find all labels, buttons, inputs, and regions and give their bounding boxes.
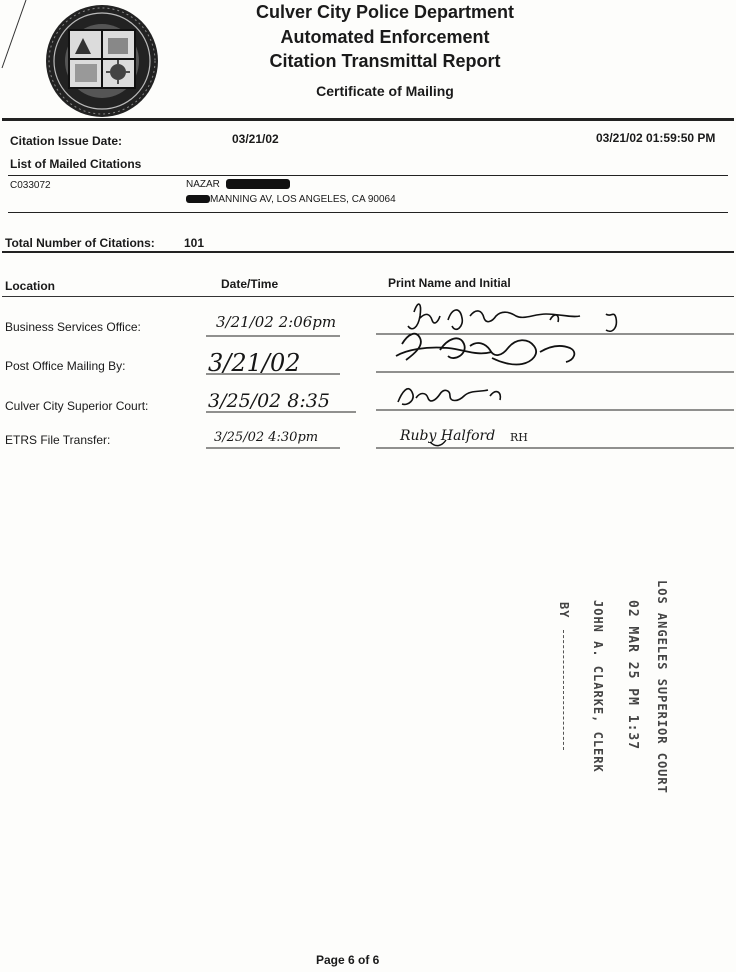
citation-address: MANNING AV, LOS ANGELES, CA 90064 xyxy=(210,194,396,205)
court-received-stamp xyxy=(545,580,685,794)
stamp-by-label: BY xyxy=(557,602,571,619)
scan-artifact-line xyxy=(0,0,30,70)
location-superior-court: Culver City Superior Court: xyxy=(5,399,149,413)
signature-post-office xyxy=(396,334,574,365)
redaction-bar-address xyxy=(186,195,210,203)
stamp-datetime: 02 MAR 25 PM 1:37 xyxy=(625,600,640,751)
column-datetime: Date/Time xyxy=(221,277,279,291)
signature-business-services xyxy=(408,304,616,331)
redaction-bar-name xyxy=(226,179,290,189)
handwritten-datetime-post-office: 3/21/02 xyxy=(208,349,301,377)
title-program: Automated Enforcement xyxy=(280,27,490,47)
signature-court xyxy=(398,389,500,405)
mailed-list-label: List of Mailed Citations xyxy=(10,157,142,171)
citation-number: C033072 xyxy=(10,180,51,191)
column-location: Location xyxy=(5,279,55,293)
city-seal-logo xyxy=(45,4,159,118)
handwritten-name-etrs: Ruby Halford xyxy=(400,428,496,444)
divider-columns xyxy=(2,296,734,297)
handwritten-datetime-business: 3/21/02 2:06pm xyxy=(216,313,337,331)
column-print-name: Print Name and Initial xyxy=(388,276,511,290)
issue-date-label: Citation Issue Date: xyxy=(10,134,123,148)
issue-date-value: 03/21/02 xyxy=(232,132,279,146)
handwritten-initials-etrs: RH xyxy=(510,431,528,444)
title-certificate: Certificate of Mailing xyxy=(316,83,454,99)
location-post-office: Post Office Mailing By: xyxy=(5,359,126,373)
title-department: Culver City Police Department xyxy=(255,2,515,22)
handwritten-datetime-court: 3/25/02 8:35 xyxy=(208,390,330,412)
location-etrs-transfer: ETRS File Transfer: xyxy=(5,433,111,447)
report-timestamp: 03/21/02 01:59:50 PM xyxy=(596,131,716,145)
stamp-by-line xyxy=(563,630,565,750)
divider-total xyxy=(2,251,734,253)
total-citations-label: Total Number of Citations: xyxy=(5,236,155,250)
citation-name: NAZAR xyxy=(186,179,220,190)
page-number: Page 6 of 6 xyxy=(316,953,380,967)
divider-list-top xyxy=(8,175,728,176)
divider-list-bottom xyxy=(8,212,728,213)
stamp-court-name: LOS ANGELES SUPERIOR COURT xyxy=(655,580,669,794)
stamp-clerk: JOHN A. CLARKE, CLERK xyxy=(591,600,605,773)
total-citations-value: 101 xyxy=(184,236,205,250)
handwritten-datetime-etrs: 3/25/02 4:30pm xyxy=(214,430,319,445)
divider-header xyxy=(2,118,734,121)
title-report: Citation Transmittal Report xyxy=(269,51,501,71)
location-business-services: Business Services Office: xyxy=(5,320,141,334)
